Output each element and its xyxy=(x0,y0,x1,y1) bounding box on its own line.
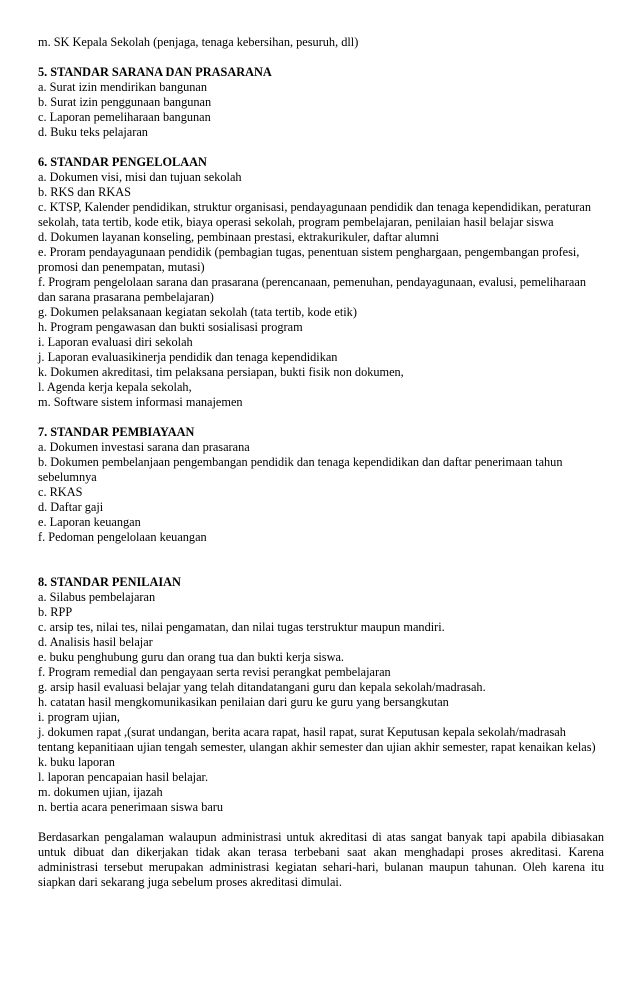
list-item: c. RKAS xyxy=(38,485,83,499)
list-item: c. KTSP, Kalender pendidikan, struktur organisasi, pendayagunaan pendidik dan tenaga kependidikan, peraturan sekolah, tata tertib, kode etik, biaya operasi sekolah, program pembelajaran, penilaian hasil belajar siswa xyxy=(38,200,591,229)
section-sarana-prasarana xyxy=(38,65,604,140)
spacer xyxy=(38,410,604,425)
list-item: k. buku laporan xyxy=(38,755,115,769)
list-item: a. Surat izin mendirikan bangunan xyxy=(38,80,208,94)
list-item: i. Laporan evaluasi diri sekolah xyxy=(38,335,193,349)
spacer xyxy=(38,815,604,830)
list-item: e. Laporan keuangan xyxy=(38,515,141,529)
intro-line: m. SK Kepala Sekolah (penjaga, tenaga kebersihan, pesuruh, dll) xyxy=(38,35,359,49)
list-item: b. RPP xyxy=(38,605,73,619)
list-item: d. Dokumen layanan konseling, pembinaan prestasi, ektrakurikuler, daftar alumni xyxy=(38,230,440,244)
list-item: d. Daftar gaji xyxy=(38,500,104,514)
list-item: f. Pedoman pengelolaan keuangan xyxy=(38,530,207,544)
list-item: b. Dokumen pembelanjaan pengembangan pendidik dan tenaga kependidikan dan daftar penerimaan tahun sebelumnya xyxy=(38,455,563,484)
list-item: e. Proram pendayagunaan pendidik (pembagian tugas, penentuan sistem penghargaan, pengembangan profesi, promosi dan penempatan, mutasi) xyxy=(38,245,580,274)
list-item: b. Surat izin penggunaan bangunan xyxy=(38,95,212,109)
spacer xyxy=(38,50,604,65)
list-item: b. RKS dan RKAS xyxy=(38,185,131,199)
list-item: h. Program pengawasan dan bukti sosialisasi program xyxy=(38,320,303,334)
list-item: c. arsip tes, nilai tes, nilai pengamatan, dan nilai tugas terstruktur maupun mandiri. xyxy=(38,620,445,634)
list-item: l. Agenda kerja kepala sekolah, xyxy=(38,380,192,394)
spacer xyxy=(38,140,604,155)
list-item: a. Dokumen visi, misi dan tujuan sekolah xyxy=(38,170,242,184)
list-item: j. dokumen rapat ,(surat undangan, berita acara rapat, hasil rapat, surat Keputusan kepala sekolah/madrasah tentang kepanitiaan ujian tengah semester, ulangan akhir semester dan ujian akhir semester, rapat kenaikan kelas) xyxy=(38,725,596,754)
section-heading: 8. STANDAR PENILAIAN xyxy=(38,575,181,589)
closing-paragraph: Berdasarkan pengalaman walaupun administrasi untuk akreditasi di atas sangat banyak tapi apabila dibiasakan untuk dibuat dan dikerjakan tidak akan terasa terbebani saat akan menghadapi proses akreditasi. Karena administrasi tersebut merupakan administrasi kegiatan sehari-hari, bulanan maupun tahunan. Oleh karena itu siapkan dari sekarang juga sebelum proses akreditasi dimulai. xyxy=(38,830,604,889)
document-page xyxy=(38,35,604,890)
section-heading: 6. STANDAR PENGELOLAAN xyxy=(38,155,207,169)
list-item: h. catatan hasil mengkomunikasikan penilaian dari guru ke guru yang bersangkutan xyxy=(38,695,449,709)
list-item: m. dokumen ujian, ijazah xyxy=(38,785,163,799)
list-item: e. buku penghubung guru dan orang tua dan bukti kerja siswa. xyxy=(38,650,344,664)
list-item: a. Silabus pembelajaran xyxy=(38,590,156,604)
section-heading: 5. STANDAR SARANA DAN PRASARANA xyxy=(38,65,272,79)
list-item: c. Laporan pemeliharaan bangunan xyxy=(38,110,211,124)
section-penilaian xyxy=(38,575,604,815)
spacer xyxy=(38,545,604,575)
list-item: l. laporan pencapaian hasil belajar. xyxy=(38,770,209,784)
list-item: f. Program remedial dan pengayaan serta revisi perangkat pembelajaran xyxy=(38,665,391,679)
section-pengelolaan xyxy=(38,155,604,410)
list-item: j. Laporan evaluasikinerja pendidik dan tenaga kependidikan xyxy=(38,350,338,364)
list-item: k. Dokumen akreditasi, tim pelaksana persiapan, bukti fisik non dokumen, xyxy=(38,365,404,379)
list-item: d. Analisis hasil belajar xyxy=(38,635,153,649)
list-item: d. Buku teks pelajaran xyxy=(38,125,148,139)
list-item: f. Program pengelolaan sarana dan prasarana (perencanaan, pemenuhan, pendayagunaan, evalusi, pemeliharaan dan sarana prasarana pembelajaran) xyxy=(38,275,586,304)
list-item: i. program ujian, xyxy=(38,710,120,724)
list-item: n. bertia acara penerimaan siswa baru xyxy=(38,800,224,814)
section-pembiayaan xyxy=(38,425,604,545)
list-item: m. Software sistem informasi manajemen xyxy=(38,395,243,409)
list-item: g. arsip hasil evaluasi belajar yang telah ditandatangani guru dan kepala sekolah/madrasah. xyxy=(38,680,486,694)
list-item: a. Dokumen investasi sarana dan prasarana xyxy=(38,440,250,454)
list-item: g. Dokumen pelaksanaan kegiatan sekolah (tata tertib, kode etik) xyxy=(38,305,357,319)
section-heading: 7. STANDAR PEMBIAYAAN xyxy=(38,425,195,439)
